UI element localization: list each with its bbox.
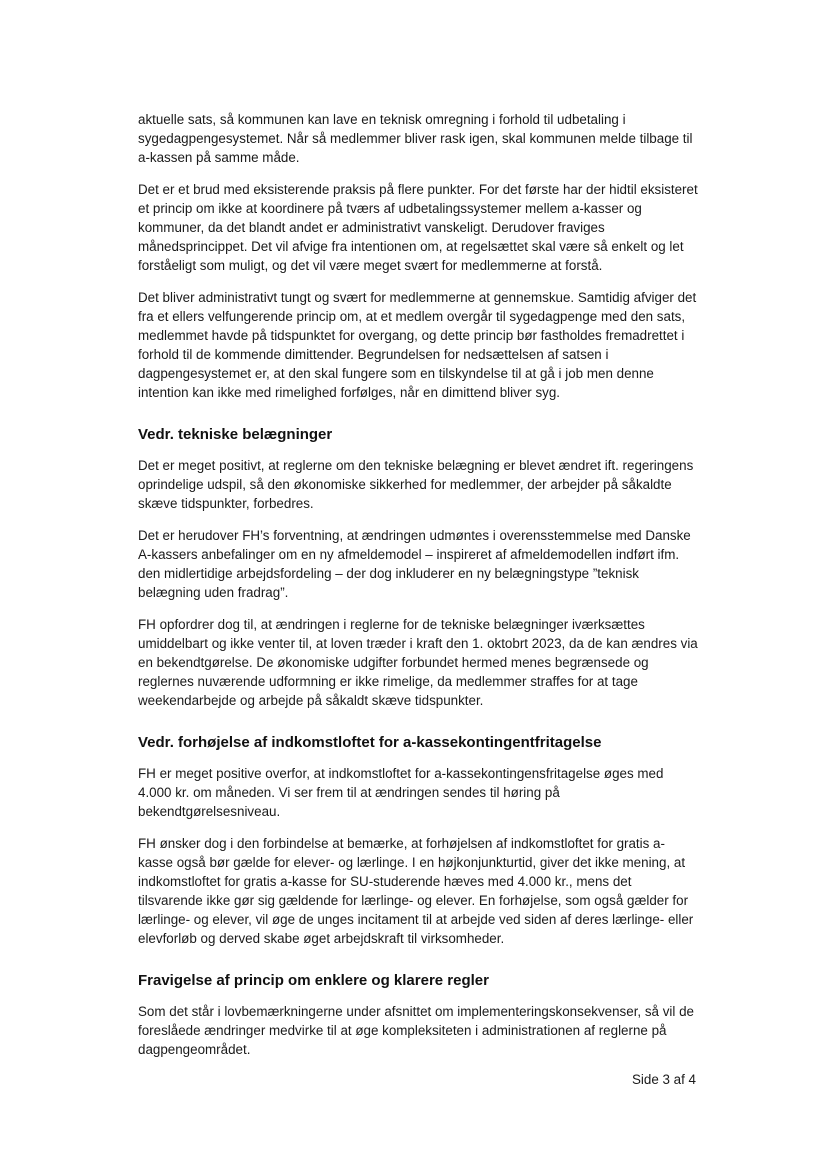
tekniske-paragraph-1: Det er meget positivt, at reglerne om den tekniske belægning er blevet ændret ift. regeringens oprindelige udspil, så den økonomiske sikkerhed for medlemmer, der arbejder på såkaldte skæve tidspunkter, forbedres.	[138, 458, 694, 511]
indkomst-paragraph-2: FH ønsker dog i den forbindelse at bemærke, at forhøjelsen af indkomstloftet for gratis a-kasse også bør gælde for elever- og lærlinge. I en højkonjunkturtid, giver det ikke mening, at indkomstloftet for gratis a-kasse for SU-studerende hæves med 4.000 kr., mens det tilsvarende ikke gør sig gældende for lærlinge- og elever. En forhøjelse, som også gælder for lærlinge- og elever, vil øge de unges incitament til at arbejde ved siden af deres lærlinge- eller elevforløb og derved skabe øget arbejdskraft til virksomheder.	[138, 836, 694, 946]
heading-fravigelse: Fravigelse af princip om enklere og klarere regler	[138, 972, 489, 989]
heading-tekniske-belaegninger: Vedr. tekniske belægninger	[138, 426, 333, 443]
intro-paragraph-3: Det bliver administrativt tungt og svært for medlemmerne at gennemskue. Samtidig afviger det fra et ellers velfungerende princip om, at et medlem overgår til sygedagpenge med den sats, medlemmet havde på tidspunktet for overgang, og dette princip bør fastholdes fremadrettet i forhold til de kommende dimittender. Begrundelsen for nedsættelsen af satsen i dagpengesystemet er, at den skal fungere som en tilskyndelse til at gå i job men denne intention kan ikke med rimelighed forfølges, når en dimittend bliver syg.	[138, 290, 697, 400]
intro-paragraph-2: Det er et brud med eksisterende praksis på flere punkter. For det første har der hidtil eksisteret et princip om ikke at koordinere på tværs af udbetalingssystemer mellem a-kasser og kommuner, da det blandt andet er administrativt vanskeligt. Derudover fraviges månedsprincippet. Det vil afvige fra intentionen om, at regelsættet skal være så enkelt og let forståeligt som muligt, og det vil være meget svært for medlemmerne at forstå.	[138, 182, 698, 273]
tekniske-paragraph-2: Det er herudover FH’s forventning, at ændringen udmøntes i overensstemmelse med Danske A-kassers anbefalinger om en ny afmeldemodel – inspireret af afmeldemodellen indført ifm. den midlertidige arbejdsfordeling – der dog inkluderer en ny belægningstype ”teknisk belægning uden fradrag”.	[138, 528, 691, 600]
tekniske-paragraph-3: FH opfordrer dog til, at ændringen i reglerne for de tekniske belægninger iværksættes umiddelbart og ikke venter til, at loven træder i kraft den 1. oktobrt 2023, da de kan ændres via en bekendtgørelse. De økonomiske udgifter forbundet hermed menes begrænsede og reglernes nuværende udformning er ikke rimelige, da medlemmer straffes for at tage weekendarbejde og arbejde på såkaldt skæve tidspunkter.	[138, 617, 698, 708]
heading-indkomstloft: Vedr. forhøjelse af indkomstloftet for a-kassekontingentfritagelse	[138, 734, 602, 751]
intro-paragraph-1: aktuelle sats, så kommunen kan lave en teknisk omregning i forhold til udbetaling i sygedagpengesystemet. Når så medlemmer bliver rask igen, skal kommunen melde tilbage til a-kassen på samme måde.	[138, 112, 693, 165]
fravigelse-paragraph-1: Som det står i lovbemærkningerne under afsnittet om implementeringskonsekvenser, så vil de foreslåede ændringer medvirke til at øge kompleksiteten i administrationen af reglerne på dagpengeområdet.	[138, 1004, 694, 1057]
indkomst-paragraph-1: FH er meget positive overfor, at indkomstloftet for a-kassekontingensfritagelse øges med 4.000 kr. om måneden. Vi ser frem til at ændringen sendes til høring på bekendtgørelsesniveau.	[138, 766, 664, 819]
document-body	[138, 110, 698, 1072]
page-number: Side 3 af 4	[631, 1072, 696, 1087]
